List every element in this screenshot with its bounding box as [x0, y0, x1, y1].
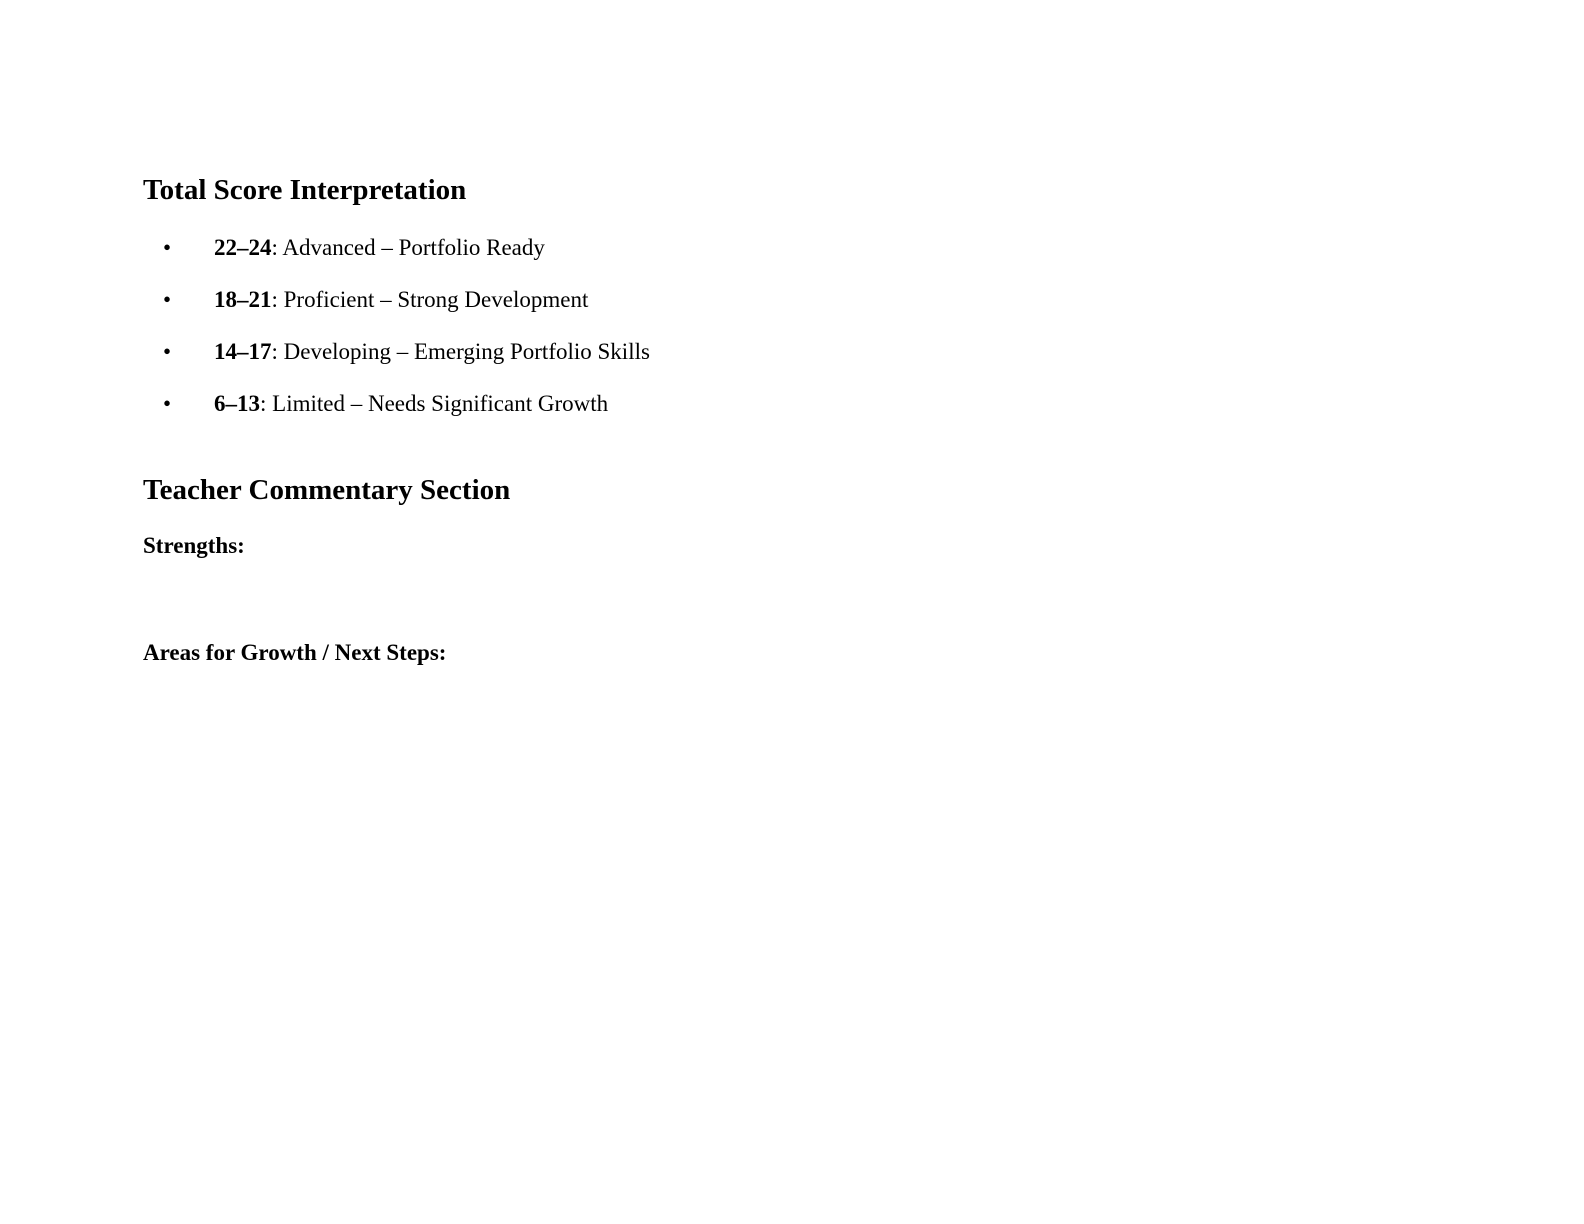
separator: : — [260, 391, 267, 416]
score-range: 14–17 — [214, 339, 272, 364]
bullet-icon: • — [163, 339, 172, 364]
score-description: Proficient – Strong Development — [277, 287, 589, 312]
bullet-icon: • — [163, 391, 172, 416]
bullet-icon: • — [163, 287, 172, 312]
score-description: Limited – Needs Significant Growth — [266, 391, 609, 416]
list-item-text — [214, 230, 545, 266]
score-range: 6–13 — [214, 391, 260, 416]
list-item-text — [214, 386, 608, 422]
score-range: 18–21 — [214, 287, 272, 312]
score-interpretation-heading: Total Score Interpretation — [143, 174, 467, 206]
teacher-commentary-heading: Teacher Commentary Section — [143, 474, 511, 506]
growth-next-steps-label: Areas for Growth / Next Steps: — [143, 640, 447, 665]
separator: : — [271, 235, 278, 260]
separator: : — [271, 339, 278, 364]
separator: : — [271, 287, 278, 312]
score-range: 22–24 — [214, 235, 272, 260]
score-description: Advanced – Portfolio Ready — [277, 235, 545, 260]
score-description: Developing – Emerging Portfolio Skills — [277, 339, 650, 364]
strengths-label: Strengths: — [143, 533, 245, 558]
list-item-text — [214, 334, 650, 370]
bullet-icon: • — [163, 235, 172, 260]
list-item-text — [214, 282, 588, 318]
